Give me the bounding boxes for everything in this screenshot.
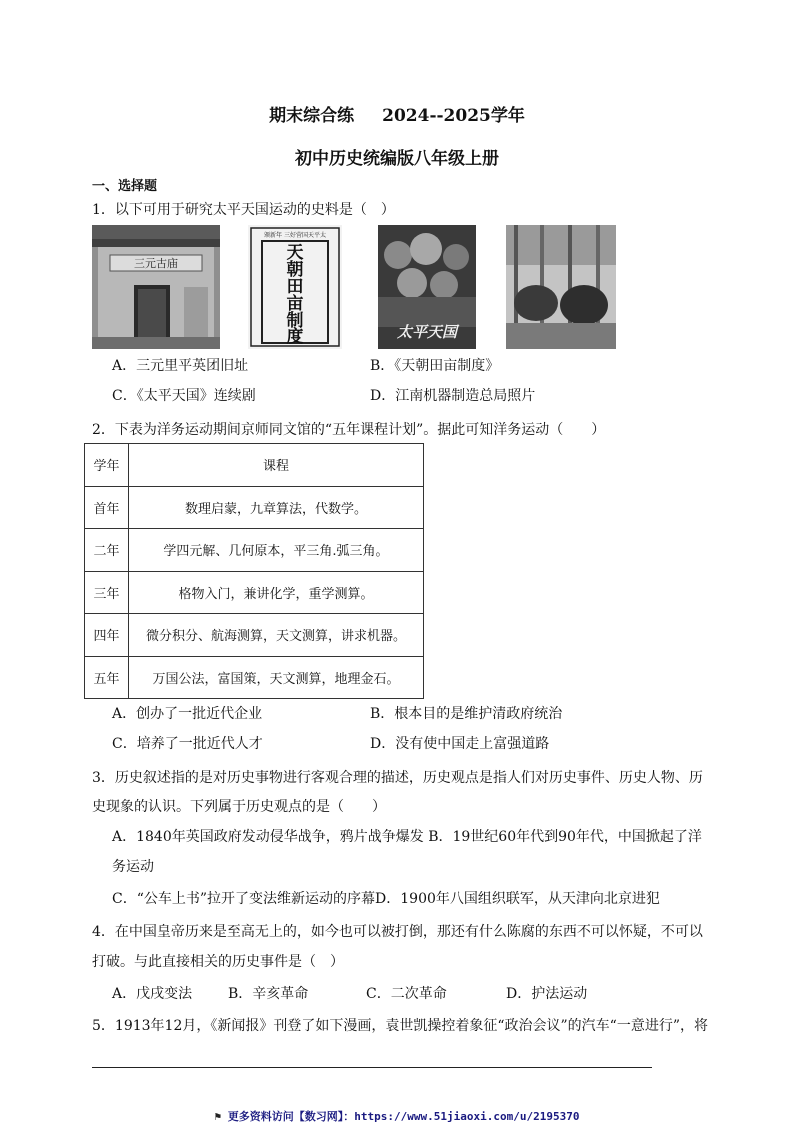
table-row — [85, 571, 424, 614]
table-cell-year: 四年 — [85, 614, 129, 657]
table-cell-year: 三年 — [85, 571, 129, 614]
table-cell-course: 格物入门，兼讲化学，重学测算。 — [129, 571, 424, 614]
q1-option-b[interactable]: B．《天朝田亩制度》 — [370, 358, 500, 374]
table-header-year: 学年 — [85, 444, 129, 487]
q1-image-c-tv-poster — [378, 225, 476, 349]
q1-option-d[interactable]: D．江南机器制造总局照片 — [370, 388, 536, 404]
section-heading: 一、选择题 — [92, 179, 158, 194]
book-char-5: 制 — [286, 311, 304, 331]
book-char-3: 田 — [286, 277, 304, 297]
q2-stem: 2．下表为洋务运动期间京师同文馆的“五年课程计划”。据此可知洋务运动（ ） — [92, 422, 606, 438]
footer-text: 更多资料访问【数习网】：https://www.51jiaoxi.com/u/2195370 — [227, 1110, 580, 1123]
poster-title: 太平天国 — [396, 323, 458, 341]
table-cell-year: 二年 — [85, 529, 129, 572]
footer-link[interactable] — [0, 1108, 794, 1124]
q4-option-b[interactable]: B．辛亥革命 — [228, 986, 309, 1002]
table-header-row — [85, 444, 424, 487]
q3-options-cd[interactable]: C．“公车上书”拉开了变法维新运动的序幕D．1900年八国组织联军，从天津向北京进犯 — [112, 891, 660, 907]
table-cell-course: 万国公法，富国策，天文测算，地理金石。 — [129, 656, 424, 699]
q1-option-c[interactable]: C．《太平天国》连续剧 — [112, 388, 256, 404]
table-cell-course: 微分积分、航海测算，天文测算，讲求机器。 — [129, 614, 424, 657]
q1-image-a-temple — [92, 225, 220, 349]
table-row — [85, 486, 424, 529]
page-subtitle: 初中历史统编版八年级上册 — [295, 149, 499, 169]
book-char-2: 朝 — [286, 260, 304, 280]
q2-option-a[interactable]: A．创办了一批近代企业 — [112, 706, 263, 722]
q2-option-d[interactable]: D．没有使中国走上富强道路 — [370, 736, 550, 752]
table-cell-year: 首年 — [85, 486, 129, 529]
table-row — [85, 529, 424, 572]
q4-option-c[interactable]: C．二次革命 — [366, 986, 447, 1002]
table-cell-course: 学四元解、几何原本，平三角.弧三角。 — [129, 529, 424, 572]
q4-option-a[interactable]: A．戊戌变法 — [112, 986, 193, 1002]
q1-stem: 1．以下可用于研究太平天国运动的史料是（ ） — [92, 202, 395, 218]
q3-stem-line1: 3．历史叙述指的是对历史事物进行客观合理的描述，历史观点是指人们对历史事件、历史人物、历 — [92, 770, 703, 786]
flag-icon: ⚑ — [214, 1110, 222, 1123]
q3-options-ab-cont: 务运动 — [112, 859, 154, 875]
q3-stem-line2: 史现象的认识。下列属于历史观点的是（ ） — [92, 799, 386, 815]
q2-option-b[interactable]: B．根本目的是维护清政府统治 — [370, 706, 563, 722]
q2-option-c[interactable]: C．培养了一批近代人才 — [112, 736, 263, 752]
q1-image-b-book — [248, 225, 342, 349]
table-cell-course: 数理启蒙，九章算法，代数学。 — [129, 486, 424, 529]
book-char-1: 天 — [286, 243, 304, 263]
table-row — [85, 614, 424, 657]
q4-option-d[interactable]: D．护法运动 — [506, 986, 588, 1002]
footer-divider — [92, 1067, 652, 1068]
q1-image-d-factory — [506, 225, 616, 349]
book-char-4: 亩 — [286, 294, 304, 314]
table-row — [85, 656, 424, 699]
temple-sign-text: 三元古庙 — [134, 257, 178, 270]
q1-option-a[interactable]: A．三元里平英团旧址 — [112, 358, 249, 374]
title-year: 2024--2025学年 — [382, 106, 525, 126]
course-table — [84, 443, 424, 699]
title-main: 期末综合练 — [269, 106, 355, 126]
page-title — [0, 101, 794, 126]
book-top-line: 颁新年 三好营国天平太 — [264, 232, 326, 239]
q3-options-ab[interactable]: A．1840年英国政府发动侵华战争，鸦片战争爆发 B．19世纪60年代到90年代，中国掀起了洋 — [112, 829, 702, 845]
q4-stem-line2: 打破。与此直接相关的历史事件是（ ） — [92, 954, 344, 970]
book-char-6: 度 — [286, 327, 304, 347]
q5-stem: 5．1913年12月，《新闻报》刊登了如下漫画，袁世凯操控着象征“政治会议”的汽车“一意进行”，将 — [92, 1018, 708, 1034]
table-cell-year: 五年 — [85, 656, 129, 699]
q4-stem-line1: 4．在中国皇帝历来是至高无上的，如今也可以被打倒，那还有什么陈腐的东西不可以怀疑，不可以 — [92, 924, 703, 940]
table-header-course: 课程 — [129, 444, 424, 487]
